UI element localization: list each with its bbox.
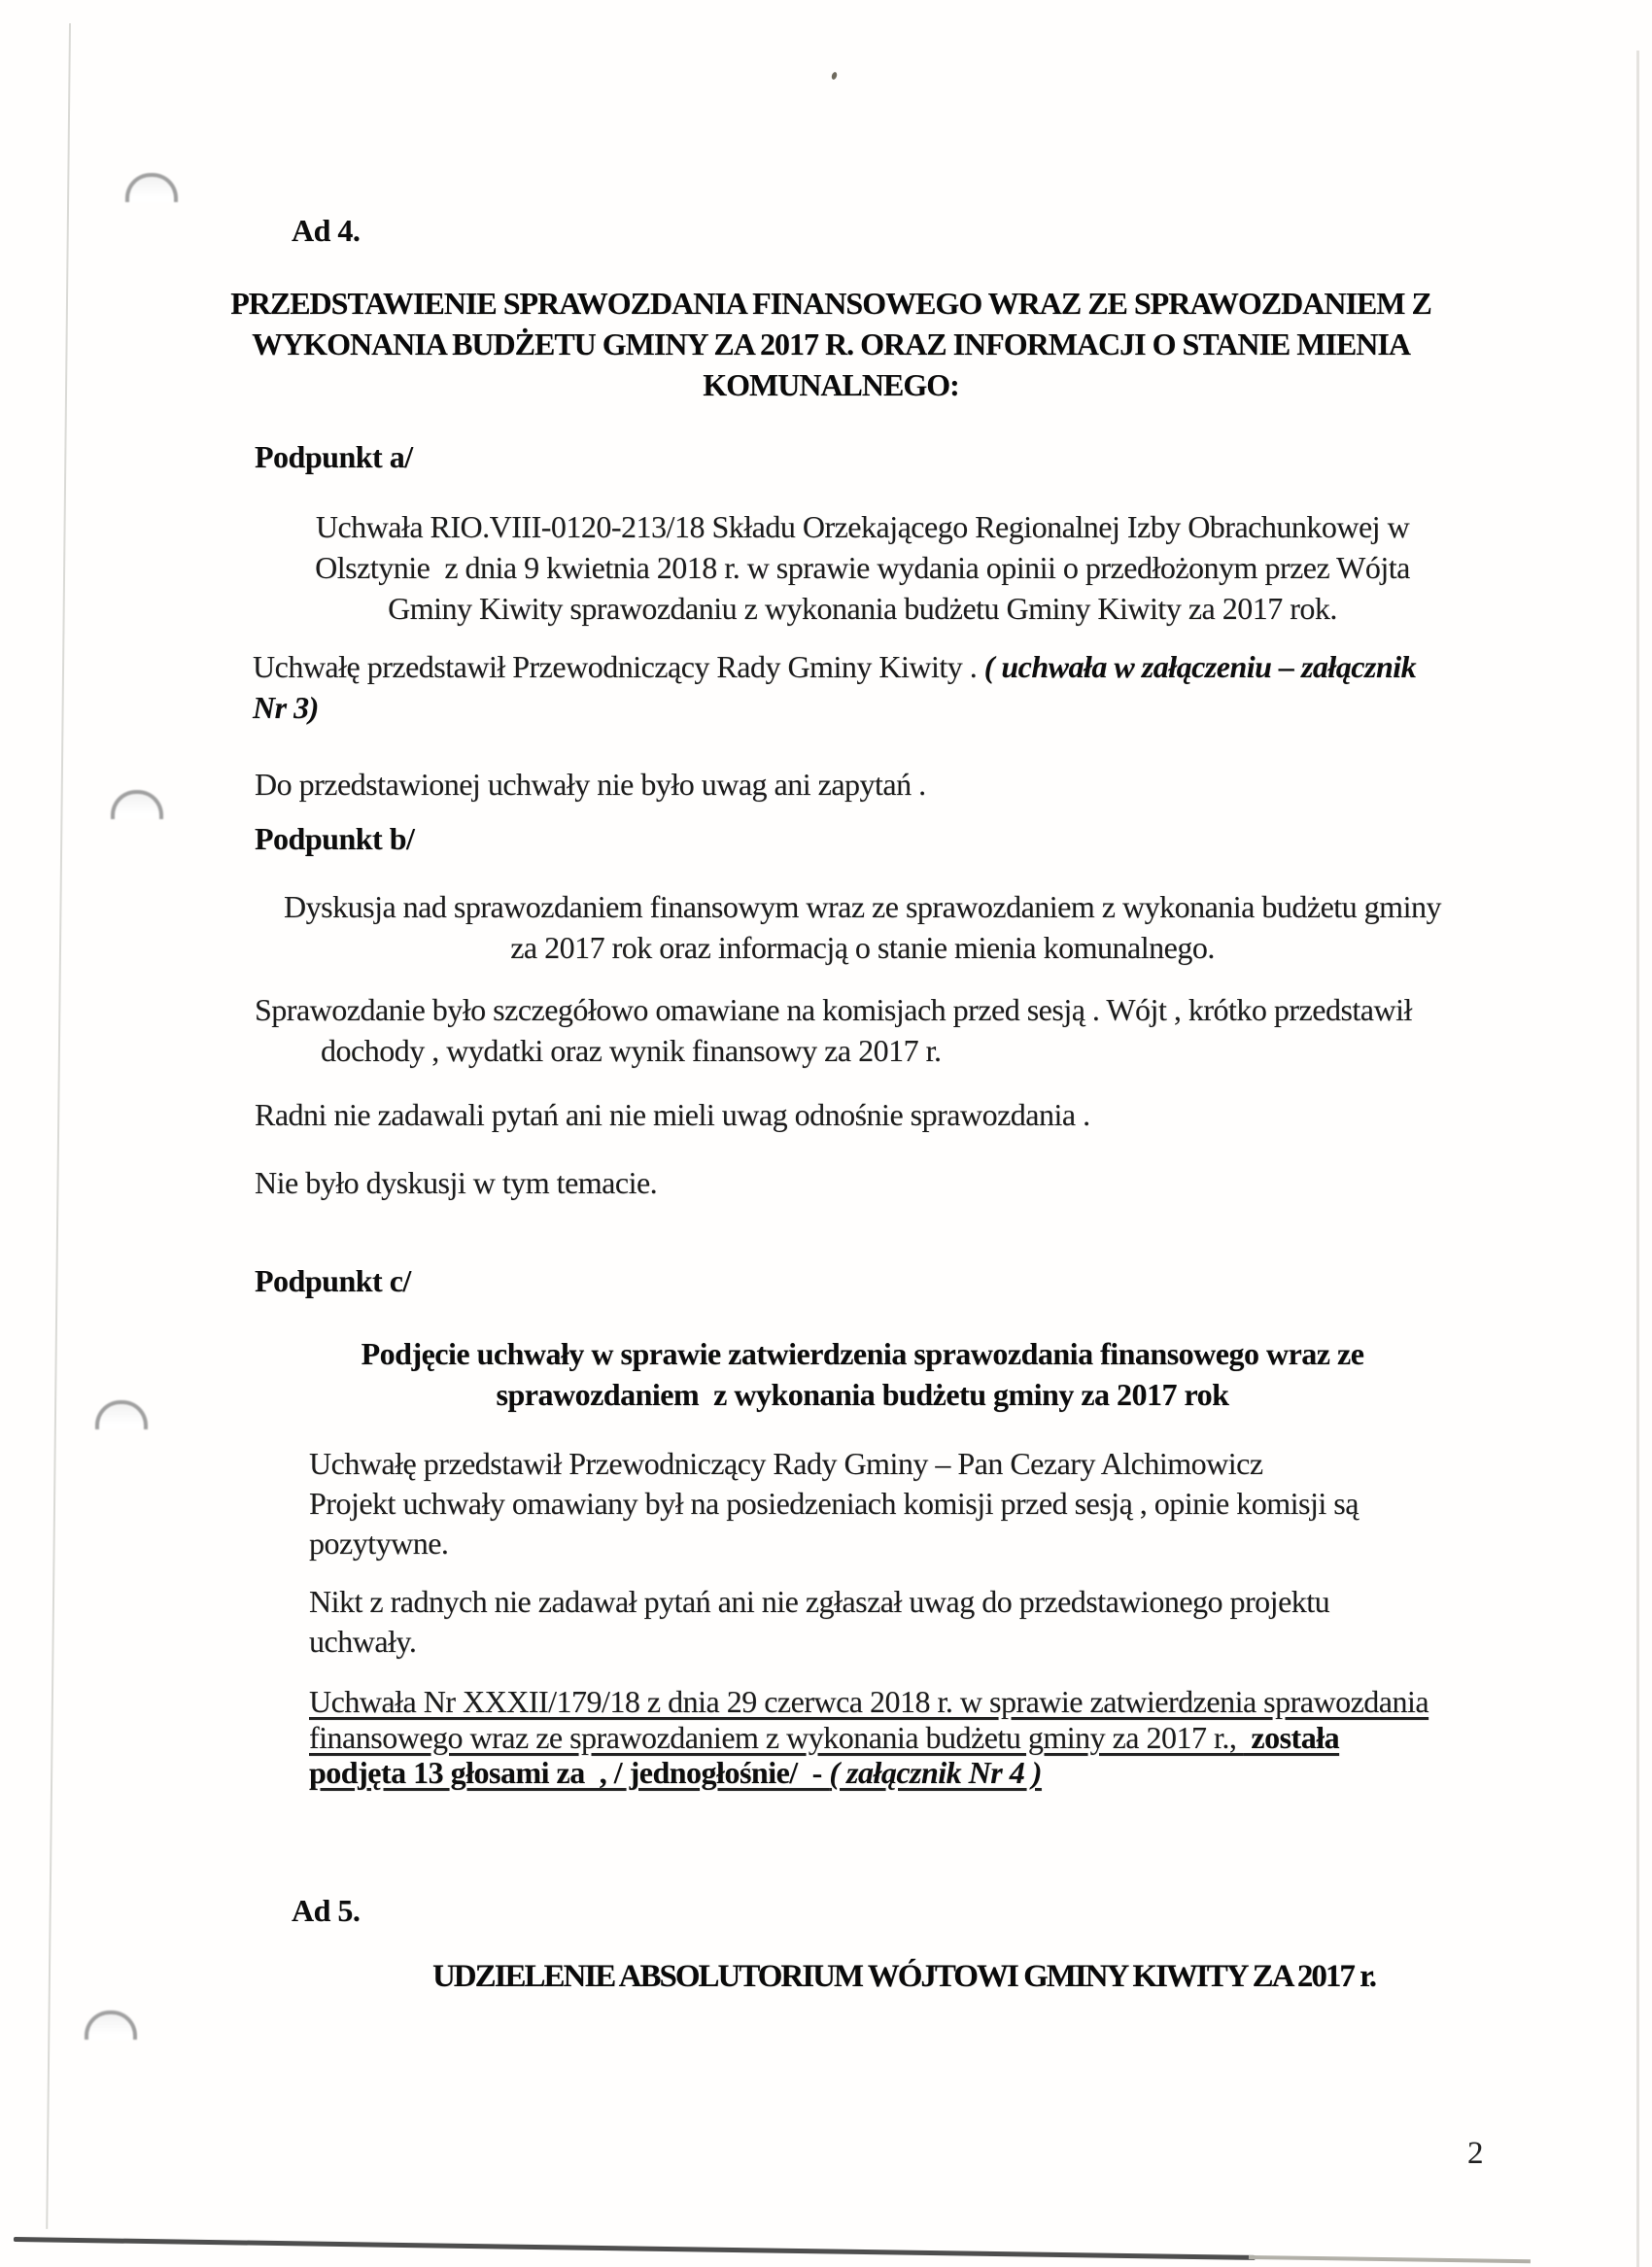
rio-paragraph-line1: Uchwała RIO.VIII-0120-213/18 Składu Orzekającego Regionalnej Izby Obrachunkowej w	[315, 509, 1410, 544]
presented-a-paragraph	[253, 646, 1416, 728]
scan-speck	[831, 71, 838, 80]
ad5-label: Ad 5.	[292, 1893, 361, 1928]
punch-hole-mark-4	[85, 2010, 137, 2040]
punch-hole-mark-1	[125, 173, 178, 202]
punch-hole-mark-2	[111, 790, 163, 819]
page-number: 2	[1467, 2136, 1484, 2171]
resolution-paragraph	[309, 1684, 1428, 1791]
no-discussion-b: Nie było dyskusji w tym temacie.	[255, 1165, 658, 1200]
ad4-label: Ad 4.	[292, 213, 361, 248]
podjecie-heading-line2: sprawozdaniem z wykonania budżetu gminy za 2017 rok	[496, 1377, 1229, 1412]
presented-a-regular: Uchwałę przedstawił Przewodniczący Rady Gminy Kiwity .	[253, 649, 984, 684]
presented-a-attachment-note: ( uchwała w załączeniu – załącznik	[983, 649, 1417, 684]
no-objections-paragraph	[309, 1582, 1329, 1662]
presented-c-line3: pozytywne.	[309, 1526, 449, 1561]
podjecie-heading-line1: Podjęcie uchwały w sprawie zatwierdzenia sprawozdania finansowego wraz ze	[361, 1336, 1364, 1371]
presented-a-line1	[253, 646, 1416, 687]
discussion-paragraph	[248, 886, 1477, 968]
no-remarks-a: Do przedstawionej uchwały nie było uwag ani zapytań .	[255, 767, 926, 802]
punch-hole-mark-3	[95, 1400, 148, 1429]
resolution-line3	[309, 1755, 1428, 1791]
podjecie-heading	[248, 1333, 1477, 1415]
rio-resolution-paragraph	[248, 506, 1477, 629]
ad5-heading: UDZIELENIE ABSOLUTORIUM WÓJTOWI GMINY KIWITY ZA 2017 r.	[431, 1959, 1376, 1994]
presented-a-line2: Nr 3)	[253, 690, 319, 725]
presented-c-line2: Projekt uchwały omawiany był na posiedzeniach komisji przed sesją , opinie komisji są	[309, 1486, 1359, 1521]
report-line1: Sprawozdanie było szczegółowo omawiane na komisjach przed sesją . Wójt , krótko przedstawił	[255, 992, 1412, 1027]
podpunkt-b-label: Podpunkt b/	[255, 821, 415, 856]
resolution-line2	[309, 1720, 1428, 1756]
bottom-scan-edge-line-faded	[1249, 2255, 1531, 2263]
ad4-heading-line3: KOMUNALNEGO:	[703, 367, 959, 402]
discussion-line2: za 2017 rok oraz informacją o stanie mienia komunalnego.	[510, 930, 1215, 965]
resolution-line1: Uchwała Nr XXXII/179/18 z dnia 29 czerwca 2018 r. w sprawie zatwierdzenia sprawozdania	[309, 1684, 1429, 1719]
right-scan-edge-line	[1636, 51, 1639, 2267]
ad4-heading-line2: WYKONANIA BUDŻETU GMINY ZA 2017 R. ORAZ INFORMACJI O STANIE MIENIA	[252, 326, 1410, 361]
podpunkt-c-label: Podpunkt c/	[255, 1263, 411, 1298]
left-scan-edge-line	[46, 23, 71, 2229]
podpunkt-a-label: Podpunkt a/	[255, 439, 413, 474]
discussion-line1: Dyskusja nad sprawozdaniem finansowym wraz ze sprawozdaniem z wykonania budżetu gminy	[284, 889, 1441, 924]
no-questions-b: Radni nie zadawali pytań ani nie mieli uwag odnośnie sprawozdania .	[255, 1097, 1090, 1132]
presented-c-paragraph	[309, 1444, 1359, 1563]
report-line2: dochody , wydatki oraz wynik finansowy za 2017 r.	[321, 1033, 942, 1068]
resolution-line2-bold: została	[1243, 1719, 1340, 1755]
resolution-line3-attachment-note: ( załącznik Nr 4 )	[829, 1755, 1042, 1790]
no-objections-line2: uchwały.	[309, 1624, 417, 1659]
rio-paragraph-line2: Olsztynie z dnia 9 kwietnia 2018 r. w sprawie wydania opinii o przedłożonym przez Wójta	[315, 550, 1410, 585]
presented-c-line1: Uchwałę przedstawił Przewodniczący Rady Gminy – Pan Cezary Alchimowicz	[309, 1446, 1263, 1481]
bottom-scan-edge-line	[14, 2237, 1256, 2260]
rio-paragraph-line3: Gminy Kiwity sprawozdaniu z wykonania budżetu Gminy Kiwity za 2017 rok.	[388, 591, 1337, 626]
no-objections-line1: Nikt z radnych nie zadawał pytań ani nie zgłaszał uwag do przedstawionego projektu	[309, 1584, 1330, 1619]
ad4-heading-line1: PRZEDSTAWIENIE SPRAWOZDANIA FINANSOWEGO WRAZ ZE SPRAWOZDANIEM Z	[230, 286, 1431, 321]
ad4-heading	[146, 283, 1516, 405]
report-paragraph	[255, 989, 1412, 1071]
resolution-line3-bold: podjęta 13 głosami za , / jednogłośnie/ -	[309, 1755, 830, 1790]
resolution-line2-regular: finansowego wraz ze sprawozdaniem z wykonania budżetu gminy za 2017 r.,	[309, 1719, 1244, 1755]
